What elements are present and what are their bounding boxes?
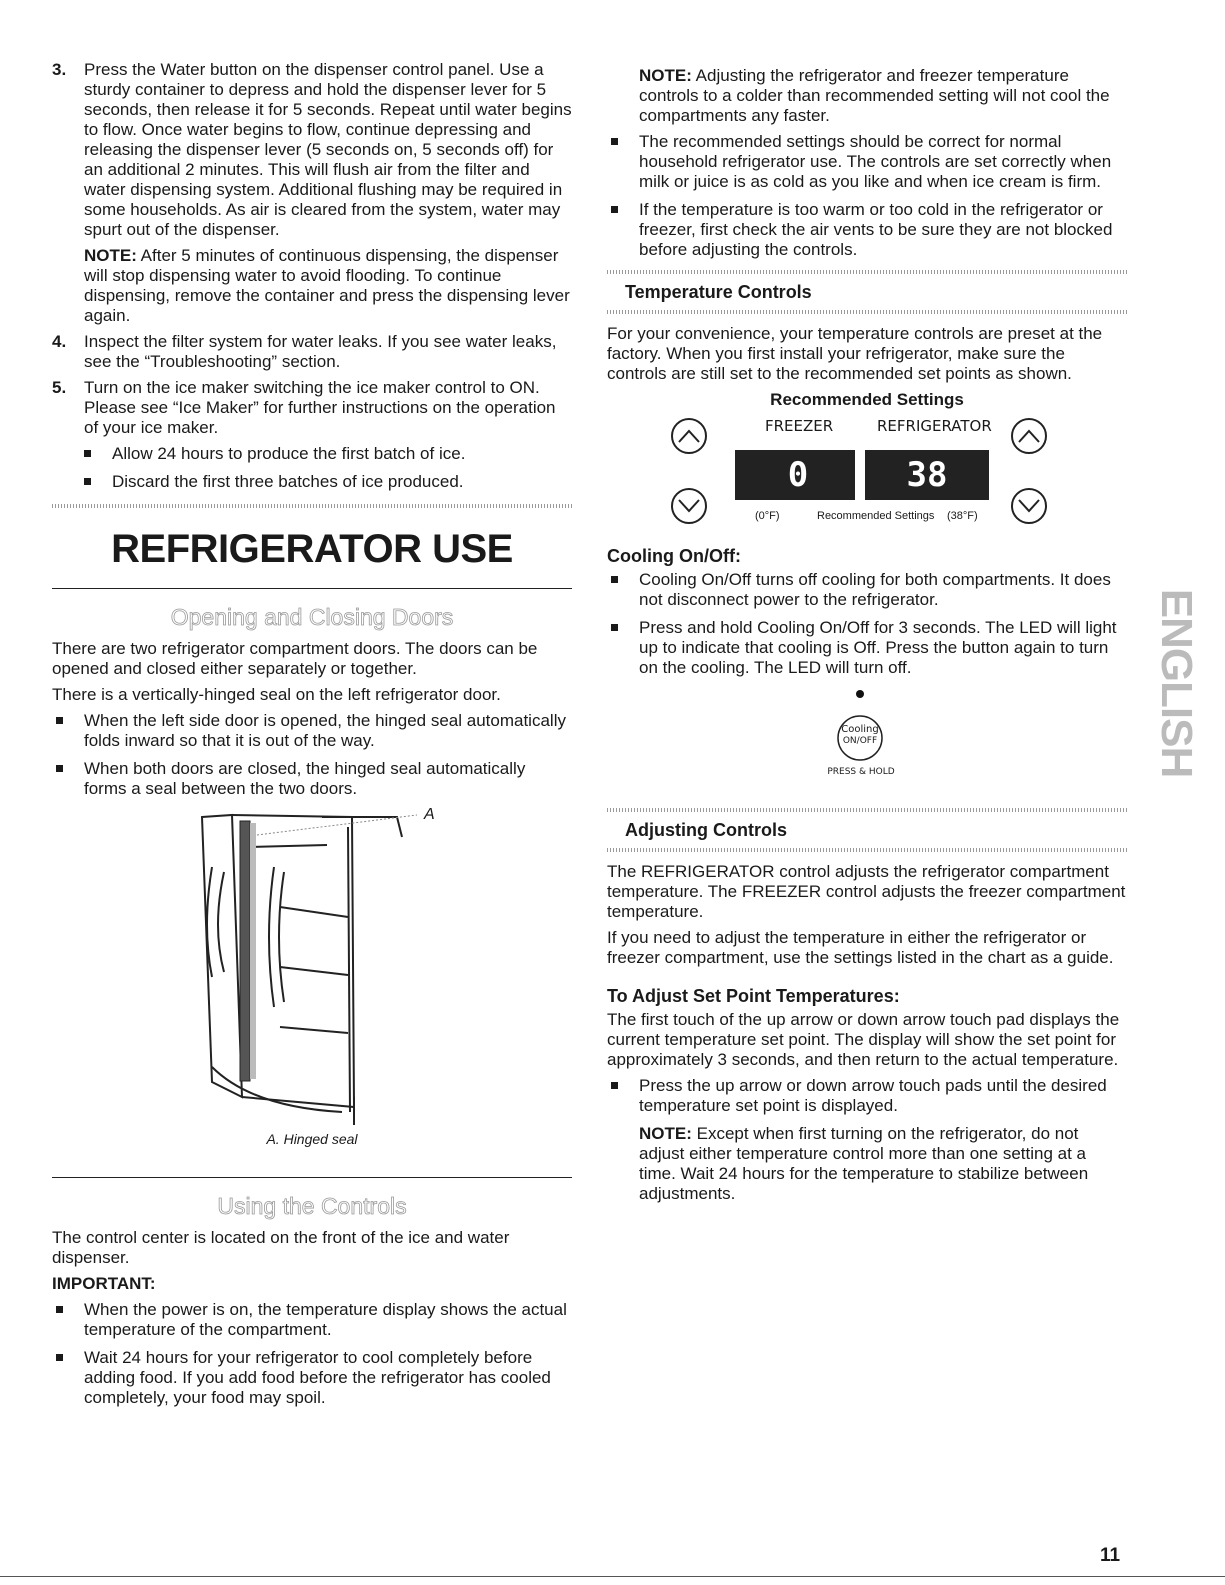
paragraph: There is a vertically-hinged seal on the left refrigerator door. [52,685,501,704]
step-text: Inspect the filter system for water leaks. If you see water leaks, see the “Troubleshooting” section. [84,332,557,371]
page-title: REFRIGERATOR USE [111,527,513,571]
step-5-bullets [52,444,572,492]
section-heading-controls: Using the Controls [217,1193,407,1219]
note-label: NOTE: [639,66,692,85]
section-heading-adjusting: Adjusting Controls [625,820,787,840]
step-number: 4. [52,332,67,351]
step-text: Press the Water button on the dispenser control panel. Use a sturdy container to depress and hold the dispenser lever for 5 seconds, then release it for 5 seconds. Repeat until water begins to flow. Once water begins to flow, continue depressing and releasing the dispenser lever (5 seconds on, 5 seconds off) for an additional 2 minutes. This will flush air from the filter and water dispensing system. Additional flushing may be required in some households. As air is cleared from the system, water may spurt out of the dispenser. [84,60,572,239]
press-hold-label: PRESS & HOLD [827,767,895,777]
list-item: The recommended settings should be correct for normal household refrigerator use. The controls are set correctly when milk or juice is as cold as you like and when ice cream is firm. [607,132,1127,192]
rule [52,588,572,589]
paragraph: There are two refrigerator compartment doors. The doors can be opened and closed either separately or together. [52,639,538,678]
bullet-icon [611,576,618,583]
cooling-bullets [607,570,1127,678]
list-item: If the temperature is too warm or too cold in the refrigerator or freezer, first check the air vents to be sure they are not blocked before adjusting the controls. [607,200,1127,260]
paragraph: The first touch of the up arrow or down arrow touch pad displays the current temperature set point. The display will show the set point for approximately 3 seconds, and then return to the actual temperature. [607,1010,1120,1069]
list-item: When both doors are closed, the hinged seal automatically forms a seal between the two doors. [52,759,572,799]
list-item: Allow 24 hours to produce the first batch of ice. [80,444,572,464]
refrigerator-unit: (38°F) [947,510,978,522]
left-column [52,60,572,1416]
cooling-button-label: Cooling [841,724,879,735]
recommended-label: Recommended Settings [817,510,935,522]
bullet-icon [84,450,91,457]
hinged-seal-figure [52,807,572,1125]
doors-bullets [52,711,572,799]
section-divider [52,504,572,508]
setpoint-heading: To Adjust Set Point Temperatures: [607,986,900,1006]
section-heading-doors: Opening and Closing Doors [170,604,454,630]
freezer-label: FREEZER [765,417,834,435]
note-colder [639,66,1127,126]
list-item: Press and hold Cooling On/Off for 3 seconds. The LED will light up to indicate that cooling is Off. Press the button again to turn on the cooling. The LED will turn off. [607,618,1127,678]
refrigerator-label: REFRIGERATOR [877,417,992,435]
list-item: Cooling On/Off turns off cooling for both compartments. It does not disconnect power to the refrigerator. [607,570,1127,610]
note-adjust [639,1124,1127,1204]
page-number: 11 [1100,1545,1121,1566]
freezer-unit: (0°F) [755,510,780,522]
step-3 [52,60,572,240]
section-divider [607,848,1127,852]
bullet-icon [611,206,618,213]
note-text: Except when first turning on the refrigerator, do not adjust either temperature control more than one setting at a time. Wait 24 hours for the temperature to stabilize between adjustments. [639,1124,1089,1203]
note-label: NOTE: [639,1124,692,1143]
note-label: NOTE: [84,246,137,265]
refrigerator-display: 38 [906,455,948,495]
paragraph: The control center is located on the front of the ice and water dispenser. [52,1228,510,1267]
bottom-rule [0,1576,1225,1577]
bullet-icon [611,138,618,145]
settings-bullets [607,132,1127,260]
paragraph: For your convenience, your temperature controls are preset at the factory. When you first install your refrigerator, make sure the controls are still set to the recommended set points as shown. [607,324,1103,383]
step-3-note [84,246,572,326]
control-panel-illustration [607,414,1127,534]
list-item: When the left side door is opened, the hinged seal automatically folds inward so that it is out of the way. [52,711,572,751]
note-text: Adjusting the refrigerator and freezer temperature controls to a colder than recommended setting will not cool the compartments any faster. [639,66,1110,125]
cooling-button-sublabel: ON/OFF [842,736,878,746]
step-5 [52,378,572,438]
step-number: 3. [52,60,67,79]
important-label: IMPORTANT: [52,1274,156,1293]
important-bullets [52,1300,572,1408]
right-column [607,60,1127,1216]
figure-label-a: A [424,806,435,823]
cooling-button-illustration [607,686,1127,782]
freezer-display: 0 [787,455,809,495]
list-item: When the power is on, the temperature display shows the actual temperature of the compartment. [52,1300,572,1340]
language-tab-text: ENGLISH [1152,588,1201,778]
step-number: 5. [52,378,67,397]
paragraph: If you need to adjust the temperature in either the refrigerator or freezer compartment, use the settings listed in the chart as a guide. [607,928,1114,967]
list-item: Press the up arrow or down arrow touch pads until the desired temperature set point is displayed. [607,1076,1127,1116]
bullet-icon [56,765,63,772]
step-text: Turn on the ice maker switching the ice maker control to ON. Please see “Ice Maker” for further instructions on the operation of your ice maker. [84,378,556,437]
cooling-heading: Cooling On/Off: [607,546,741,566]
bullet-icon [611,624,618,631]
recommended-settings-title: Recommended Settings [770,390,964,409]
note-text: After 5 minutes of continuous dispensing, the dispenser will stop dispensing water to avoid flooding. To continue dispensing, remove the container and press the dispensing lever again. [84,246,570,325]
bullet-icon [84,478,91,485]
step-4 [52,332,572,372]
refrigerator-door-illustration [52,807,572,1125]
list-item: Wait 24 hours for your refrigerator to cool completely before adding food. If you add food before the refrigerator has cooled completely, your food may spoil. [52,1348,572,1408]
section-divider [607,310,1127,314]
rule [52,1177,572,1178]
section-heading-temperature: Temperature Controls [625,282,812,302]
language-side-tab [1150,588,1202,778]
bullet-icon [56,1354,63,1361]
figure-caption: A. Hinged seal [266,1131,358,1147]
paragraph: The REFRIGERATOR control adjusts the refrigerator compartment temperature. The FREEZER control adjusts the freezer compartment temperature. [607,862,1126,921]
bullet-icon [56,717,63,724]
list-item: Discard the first three batches of ice produced. [80,472,572,492]
setpoint-bullets [607,1076,1127,1116]
bullet-icon [56,1306,63,1313]
bullet-icon [611,1082,618,1089]
